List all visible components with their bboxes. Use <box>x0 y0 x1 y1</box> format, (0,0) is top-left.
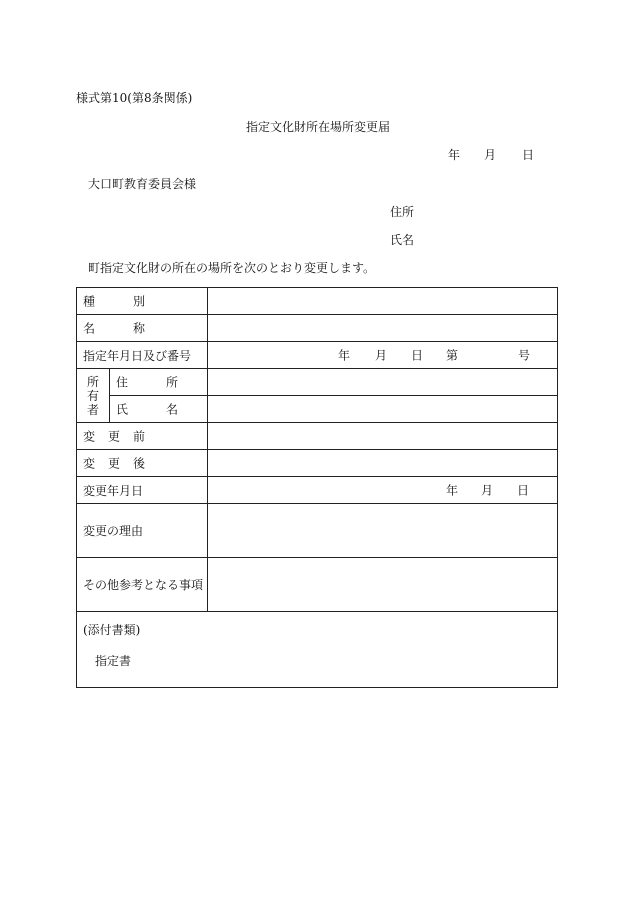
recipient: 大口町教育委員会様 <box>88 177 197 191</box>
after-field[interactable] <box>208 450 558 477</box>
form-number: 様式第10(第8条関係) <box>76 91 193 105</box>
before-label: 変 更 前 <box>77 423 208 450</box>
date-month-label: 月 <box>484 148 497 162</box>
type-field[interactable] <box>208 288 558 315</box>
change-form-table <box>76 287 558 688</box>
attachments-row <box>77 612 558 688</box>
intro-text: 町指定文化財の所在の場所を次のとおり変更します。 <box>88 261 376 275</box>
owner-address-label: 住 所 <box>110 369 208 396</box>
owner-name-field[interactable] <box>208 396 558 423</box>
name-label: 名 称 <box>77 315 208 342</box>
applicant-name-label: 氏名 <box>390 233 415 247</box>
other-row <box>77 558 558 612</box>
designation-label: 指定年月日及び番号 <box>77 342 208 369</box>
change-date-row <box>77 477 558 504</box>
after-row <box>77 450 558 477</box>
form-title: 指定文化財所在場所変更届 <box>246 120 391 134</box>
other-label: その他参考となる事項 <box>77 558 208 612</box>
owner-label: 所 有 者 <box>77 369 110 423</box>
reason-row <box>77 504 558 558</box>
name-row <box>77 315 558 342</box>
designation-row <box>77 342 558 369</box>
owner-address-field[interactable] <box>208 369 558 396</box>
reason-label: 変更の理由 <box>77 504 208 558</box>
type-label: 種 別 <box>77 288 208 315</box>
after-label: 変 更 後 <box>77 450 208 477</box>
owner-name-label: 氏 名 <box>110 396 208 423</box>
before-row <box>77 423 558 450</box>
designation-field[interactable]: 年 月 日 第 号 <box>208 342 558 369</box>
type-row <box>77 288 558 315</box>
date-day-label: 日 <box>522 148 535 162</box>
before-field[interactable] <box>208 423 558 450</box>
name-field[interactable] <box>208 315 558 342</box>
attachment-item: 指定書 <box>95 654 132 668</box>
owner-name-row <box>77 396 558 423</box>
date-year-label: 年 <box>448 148 461 162</box>
attachments-label: (添付書類) <box>83 623 141 637</box>
change-date-field[interactable]: 年 月 日 <box>208 477 558 504</box>
change-date-label: 変更年月日 <box>77 477 208 504</box>
other-field[interactable] <box>208 558 558 612</box>
reason-field[interactable] <box>208 504 558 558</box>
applicant-address-label: 住所 <box>390 205 415 219</box>
owner-address-row <box>77 369 558 396</box>
attachments-cell <box>77 612 558 688</box>
